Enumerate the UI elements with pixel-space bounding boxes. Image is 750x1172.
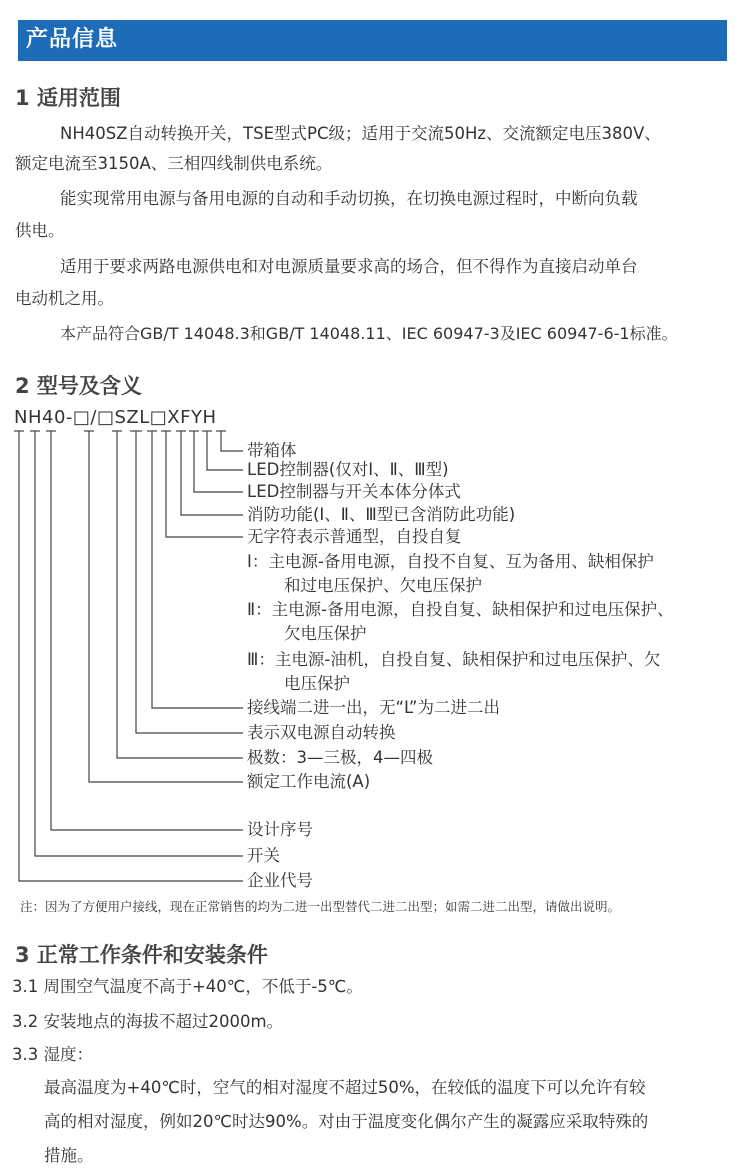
model-code: NH40-□/□SZL□XFYH: [14, 407, 217, 428]
line-type: [166, 431, 243, 537]
scope-para1-line2: 额定电流至3150A、三相四线制供电系统。: [15, 154, 333, 173]
scope-para3-line2: 电动机之用。: [15, 289, 114, 308]
label-wiring: 接线端二进一出，无“L”为二进二出: [247, 698, 500, 717]
label-current: 额定工作电流(A): [247, 772, 371, 791]
label-poles: 极数：3—三极，4—四极: [247, 748, 433, 767]
label-type1-line2: 和过电压保护、欠电压保护: [284, 576, 482, 595]
condition-item3: 3.3 湿度：: [12, 1045, 93, 1064]
label-led-split: LED控制器与开关本体分体式: [247, 482, 461, 501]
label-box: 带箱体: [247, 441, 297, 460]
label-company: 企业代号: [247, 871, 313, 890]
line-led-split: [194, 431, 243, 492]
label-led-only: LED控制器(仅对I、Ⅱ、Ⅲ型): [247, 460, 449, 479]
label-type-none: 无字符表示普通型，自投自复: [247, 527, 462, 546]
scope-para2-line1: 能实现常用电源与备用电源的自动和手动切换，在切换电源过程时，中断向负载: [60, 189, 638, 208]
label-type2-line2: 欠电压保护: [284, 624, 367, 643]
label-fire: 消防功能(I、Ⅱ、Ⅲ型已含消防此功能): [247, 505, 516, 524]
line-company: [19, 431, 243, 881]
heading-model: 2 型号及含义: [15, 374, 142, 398]
scope-para4: 本产品符合GB/T 14048.3和GB/T 14048.11、IEC 60947-3及IEC 60947-6-1标准。: [60, 324, 678, 343]
scope-para3-line1: 适用于要求两路电源供电和对电源质量要求高的场合，但不得作为直接启动单台: [60, 257, 638, 276]
humidity-line1: 最高温度为+40℃时，空气的相对湿度不超过50%，在较低的温度下可以允许有较: [44, 1078, 646, 1097]
scope-para1-line1: NH40SZ自动转换开关，TSE型式PC级；适用于交流50Hz、交流额定电压380V、: [60, 124, 661, 143]
line-design: [51, 431, 243, 830]
condition-item2: 3.2 安装地点的海拔不超过2000m。: [12, 1012, 284, 1031]
label-type2-line1: Ⅱ：主电源-备用电源，自投自复、缺相保护和过电压保护、: [247, 600, 674, 619]
scope-para2-line2: 供电。: [15, 221, 65, 240]
heading-conditions: 3 正常工作条件和安装条件: [15, 943, 268, 967]
label-switch: 开关: [247, 846, 280, 865]
label-type1-line1: Ⅰ：主电源-备用电源，自投不自复、互为备用、缺相保护: [247, 552, 654, 571]
label-design: 设计序号: [247, 820, 313, 839]
line-box: [221, 431, 243, 451]
humidity-line3: 措施。: [44, 1146, 94, 1165]
label-type3-line2: 电压保护: [284, 674, 350, 693]
line-switch: [35, 431, 243, 856]
line-fire: [181, 431, 243, 515]
section-header-title: 产品信息: [26, 27, 119, 52]
label-type3-line1: Ⅲ：主电源-油机，自投自复、缺相保护和过电压保护、欠: [247, 650, 661, 669]
humidity-line2: 高的相对湿度，例如20℃时达90%。对由于温度变化偶尔产生的凝露应采取特殊的: [44, 1112, 649, 1131]
heading-scope: 1 适用范围: [15, 86, 121, 110]
condition-item1: 3.1 周围空气温度不高于+40℃，不低于-5℃。: [12, 977, 363, 996]
label-dual: 表示双电源自动转换: [247, 723, 396, 742]
model-note: 注：因为了方便用户接线，现在正常销售的均为二进一出型替代二进二出型；如需二进二出型，请做出说明。: [20, 899, 621, 914]
